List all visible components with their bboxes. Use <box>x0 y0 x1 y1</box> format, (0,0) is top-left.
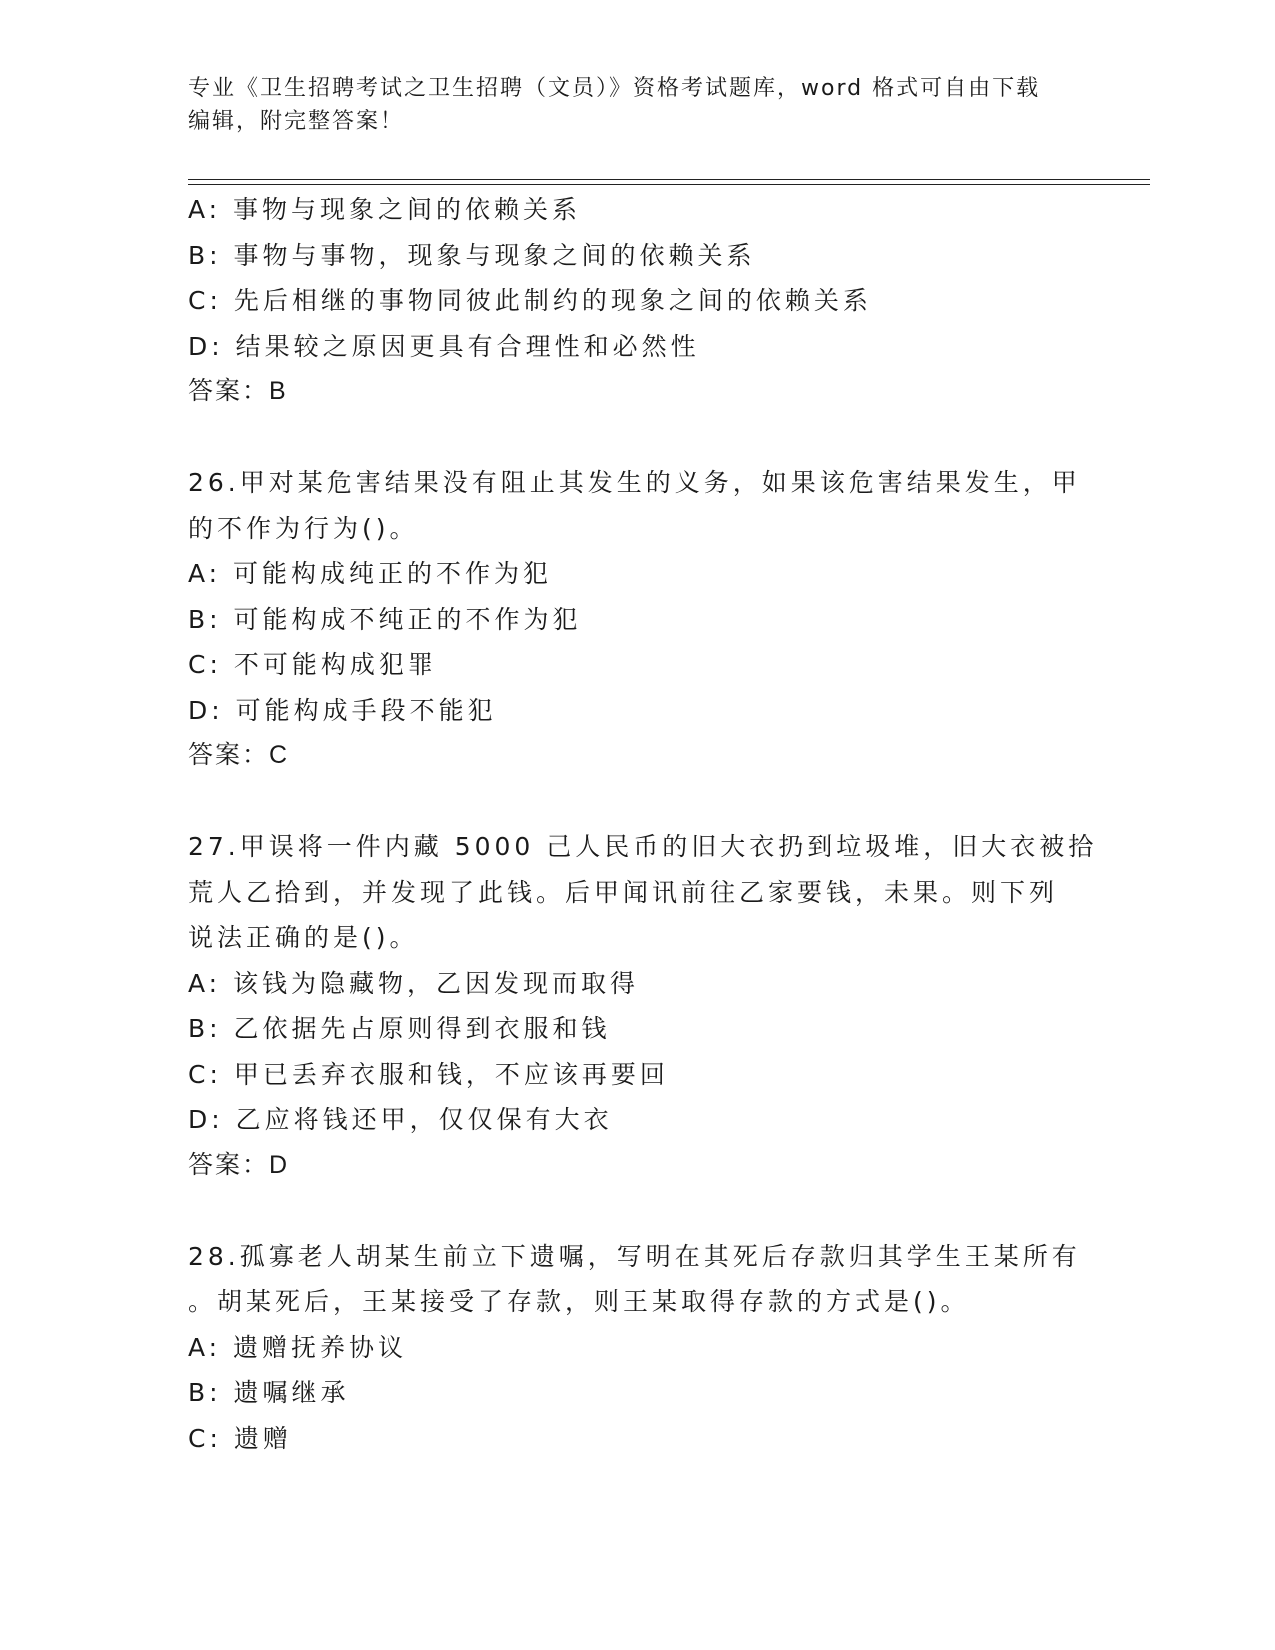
question-text-line: 28.孤寡老人胡某生前立下遗嘱，写明在其死后存款归其学生王某所有 <box>188 1241 1081 1271</box>
answer-line: 答案：D <box>188 1150 290 1179</box>
question-content <box>188 187 1098 1461</box>
answer-line: 答案：C <box>188 741 290 769</box>
option-b: B: 乙依据先占原则得到衣服和钱 <box>188 1014 611 1043</box>
option-a: A: 可能构成纯正的不作为犯 <box>188 559 553 588</box>
header-divider-bottom <box>188 184 1150 185</box>
question-28-block <box>188 1234 1088 1462</box>
spacer <box>188 415 1088 461</box>
spacer <box>188 779 1088 825</box>
option-b: B: 遗嘱继承 <box>188 1378 350 1407</box>
option-c: C: 先后相继的事物同彼此制约的现象之间的依赖关系 <box>188 286 872 315</box>
question-text-line: 26.甲对某危害结果没有阻止其发生的义务，如果该危害结果发生，甲 <box>188 468 1081 497</box>
option-b: B: 可能构成不纯正的不作为犯 <box>188 604 582 634</box>
option-a: A: 事物与现象之间的依赖关系 <box>188 195 582 224</box>
option-d: D: 结果较之原因更具有合理性和必然性 <box>188 331 700 361</box>
header-line-1: 专业《卫生招聘考试之卫生招聘（文员）》资格考试题库，word 格式可自由下载 <box>188 76 1041 101</box>
spacer <box>188 1188 1088 1234</box>
question-27-block <box>188 824 1098 1188</box>
header-line-2: 编辑，附完整答案！ <box>188 109 405 134</box>
option-d: D: 乙应将钱还甲，仅仅保有大衣 <box>188 1105 613 1134</box>
option-a: A: 该钱为隐藏物，乙因发现而取得 <box>188 968 640 998</box>
option-a: A: 遗赠抚养协议 <box>188 1332 408 1362</box>
question-text-line: 的不作为行为()。 <box>188 513 419 543</box>
document-header <box>188 72 1088 138</box>
question-25-block <box>188 187 1088 415</box>
option-c: C: 遗赠 <box>188 1423 292 1453</box>
option-c: C: 不可能构成犯罪 <box>188 650 437 679</box>
header-divider-top <box>188 179 1150 180</box>
option-c: C: 甲已丢弃衣服和钱，不应该再要回 <box>188 1059 669 1089</box>
question-text-line: 荒人乙拾到，并发现了此钱。后甲闻讯前往乙家要钱，未果。则下列 <box>188 877 1059 907</box>
question-text-line: 。胡某死后，王某接受了存款，则王某取得存款的方式是()。 <box>188 1287 970 1316</box>
answer-line: 答案：B <box>188 377 288 405</box>
option-d: D: 可能构成手段不能犯 <box>188 695 497 725</box>
question-text-line: 说法正确的是()。 <box>188 923 419 952</box>
option-b: B: 事物与事物，现象与现象之间的依赖关系 <box>188 240 756 270</box>
question-26-block <box>188 460 1088 779</box>
question-text-line: 27.甲误将一件内藏 5000 己人民币的旧大衣扔到垃圾堆，旧大衣被拾 <box>188 832 1098 861</box>
